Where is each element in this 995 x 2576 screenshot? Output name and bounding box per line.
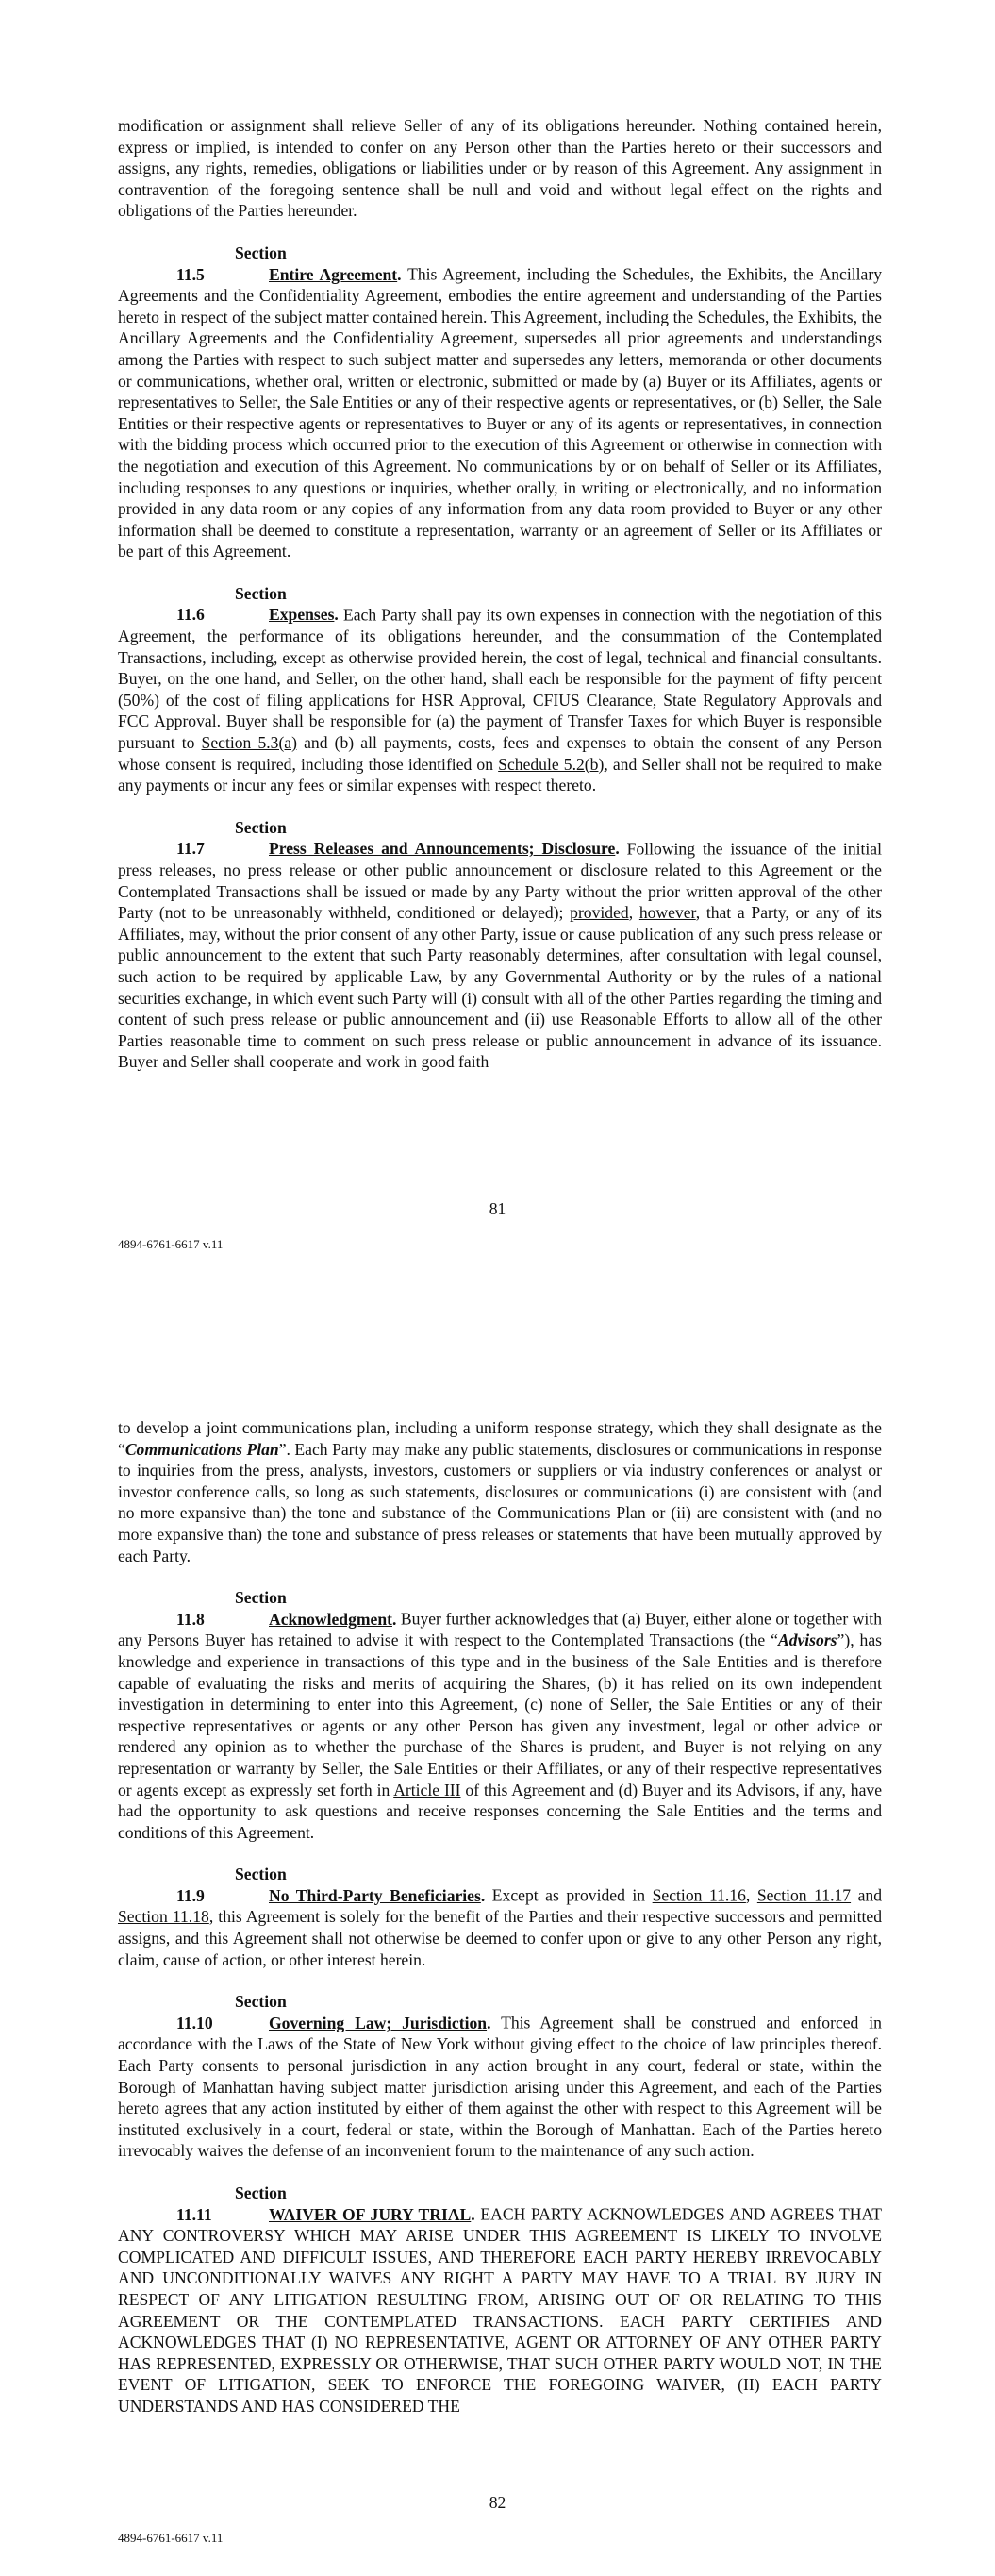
section-title: Acknowledgment bbox=[269, 1609, 392, 1629]
carryover-paragraph: modification or assignment shall relieve Seller of any of its obligations hereunder. Nothing contained herein, express or implied, is intended to confer on any Person other than the Parties hereto or their successors and assigns, any rights, remedies, obligations or liabilities under or by reason of this Agreement. Any assignment in contravention of the foregoing sentence shall be null and void and without legal effect on the rights and obligations of the Parties hereunder. bbox=[118, 116, 882, 221]
cross-reference: Article III bbox=[393, 1780, 461, 1799]
section-number: Section 11.9 bbox=[176, 1865, 287, 1905]
page-82-body bbox=[118, 1417, 882, 2438]
emphasis-term: however bbox=[638, 903, 696, 923]
cross-reference: Section 5.3(a) bbox=[201, 733, 297, 753]
section-11-7 bbox=[118, 817, 882, 1073]
section-title: Entire Agreement bbox=[269, 264, 398, 284]
section-body: Following the issuance of the initial press releases, no press release or other public announcement or disclosure related to this Agreement or the Contemplated Transactions shall be issued or made by any Party without the prior written approval of the other Party (not to be unreasonably withheld, conditioned or delayed); bbox=[118, 839, 882, 923]
punctuation: , bbox=[628, 903, 639, 923]
page-81-body bbox=[118, 115, 882, 1094]
section-body: , and Seller shall not be required to make any payments or incur any fees or similar expenses with respect thereto. bbox=[118, 754, 882, 795]
section-body: This Agreement, including the Schedules, the Exhibits, the Ancillary Agreements and the Confidentiality Agreement, embodies the entire agreement and understanding of the Parties hereto in respect of the subject matter contained herein. This Agreement, including the Schedules, the Exhibits, the Ancillary Agreements and the Confidentiality Agreement, supersedes all prior agreements and understandings among the Parties with respect to such subject matter and supersedes any letters, memoranda or other documents or communications, whether oral, written or electronic, submitted or made by (a) Buyer or its Affiliates, agents or representatives to Seller, the Sale Entities or any of their respective agents or representatives, or (b) Seller, the Sale Entities or their respective agents or representatives to Buyer or any of its agents or representatives, in connection with the bidding process which occurred prior to the execution of this Agreement or otherwise in connection with the negotiation and execution of this Agreement. No communications by or on behalf of Seller or its Affiliates, including responses to any questions or inquiries, whether orally, in writing or electronically, and no information provided in any data room or any copies of any information from any data room provided to Buyer or any other information shall be deemed to constitute a representation, warranty or an agreement of Seller or its Affiliates or be part of this Agreement. bbox=[118, 264, 882, 561]
section-body: Each Party shall pay its own expenses in connection with the negotiation of this Agreement, the performance of its obligations hereunder, and the consummation of the Contemplated Transactions, including, except as otherwise provided herein, the cost of legal, technical and financial consultants. Buyer, on the one hand, and Seller, on the other hand, shall each be responsible for the payment of fifty percent (50%) of the cost of filing applications for HSR Approval, CFIUS Clearance, State Regulatory Approvals and FCC Approval. Buyer shall be responsible for (a) the payment of Transfer Taxes for which Buyer is responsible pursuant to bbox=[118, 605, 882, 753]
paragraph-text: to develop a joint communications plan, including a uniform response strategy, which they shall designate as the “ bbox=[118, 1418, 882, 1459]
section-body: Buyer further acknowledges that (a) Buyer, either alone or together with any Persons Buyer has retained to advise it with respect to the Contemplated Transactions (the “ bbox=[118, 1609, 882, 1650]
section-number: Section 11.6 bbox=[176, 583, 287, 625]
carryover-paragraph bbox=[118, 1417, 882, 1566]
section-title: No Third-Party Beneficiaries bbox=[269, 1885, 481, 1905]
page-number: 82 bbox=[489, 2493, 506, 2512]
cross-reference: Section 11.18 bbox=[118, 1907, 209, 1927]
conjunction: and bbox=[851, 1885, 883, 1905]
section-body: EACH PARTY ACKNOWLEDGES AND AGREES THAT ANY CONTROVERSY WHICH MAY ARISE UNDER THIS AGREEMENT IS LIKELY TO INVOLVE COMPLICATED AND DIFFICULT ISSUES, AND THEREFORE EACH PARTY HEREBY IRREVOCABLY AND UNCONDITIONALLY WAIVES ANY RIGHT A PARTY MAY HAVE TO A TRIAL BY JURY IN RESPECT OF ANY LITIGATION RESULTING FROM, ARISING OUT OF OR RELATING TO THIS AGREEMENT OR THE CONTEMPLATED TRANSACTIONS. EACH PARTY CERTIFIES AND ACKNOWLEDGES THAT (I) NO REPRESENTATIVE, AGENT OR ATTORNEY OF ANY OTHER PARTY HAS REPRESENTED, EXPRESSLY OR OTHERWISE, THAT SUCH OTHER PARTY WOULD NOT, IN THE EVENT OF LITIGATION, SEEK TO ENFORCE THE FOREGOING WAIVER, (II) EACH PARTY UNDERSTANDS AND HAS CONSIDERED THE bbox=[118, 2204, 882, 2416]
emphasis-term: provided bbox=[570, 903, 629, 923]
section-body: Except as provided in bbox=[491, 1885, 653, 1905]
section-heading: Section 11.8 Acknowledgment. bbox=[176, 1588, 397, 1629]
section-number: Section 11.5 bbox=[176, 243, 287, 284]
section-title: Press Releases and Announcements; Disclosure bbox=[269, 839, 616, 859]
punctuation: , bbox=[745, 1885, 757, 1905]
section-11-10 bbox=[118, 1991, 882, 2162]
section-title: Expenses bbox=[269, 605, 335, 625]
section-body: This Agreement shall be construed and enforced in accordance with the Laws of the State of New York without giving effect to the choice of law principles thereof. Each Party consents to personal jurisdiction in any action brought in any court, federal or state, within the Borough of Manhattan having subject matter jurisdiction arising under this Agreement, and each of the Parties hereto agrees that any action instituted by either of them against the other with respect to this Agreement will be instituted exclusively in a court, federal or state, within the Borough of Manhattan. Each of the Parties hereto irrevocably waives the defense of an inconvenient forum to the maintenance of any such action. bbox=[118, 2013, 882, 2161]
section-number: Section 11.10 bbox=[176, 1992, 287, 2032]
section-11-5 bbox=[118, 243, 882, 562]
section-heading: Section 11.5 Entire Agreement. bbox=[176, 243, 402, 284]
section-body: and (b) all payments, costs, fees and expenses to obtain the consent of any Person whose consent is required, including those identified on bbox=[118, 733, 882, 774]
section-title: Governing Law; Jurisdiction bbox=[269, 2013, 488, 2032]
section-number: Section 11.11 bbox=[176, 2183, 287, 2224]
paragraph-text: ”. Each Party may make any public statements, disclosures or communications in response to inquiries from the press, analysts, investors, customers or suppliers or via industry conferences or analyst or investor conference calls, so long as such statements, disclosures or communications (i) are consistent with (and no more expansive than) the tone and substance of the Communications Plan or (ii) are consistent with (and no more expansive than) the tone and substance of press releases or statements that have been mutually approved by each Party. bbox=[118, 1439, 882, 1565]
section-body: , this Agreement is solely for the benefit of the Parties and their respective successors and permitted assigns, and this Agreement shall not otherwise be deemed to confer upon or give to any other Person any right, claim, cause of action, or other interest herein. bbox=[118, 1907, 883, 1969]
section-title: WAIVER OF JURY TRIAL bbox=[269, 2204, 472, 2224]
page-number: 81 bbox=[489, 1199, 506, 1218]
section-heading: Section 11.10 Governing Law; Jurisdiction. bbox=[176, 1992, 491, 2032]
section-11-6 bbox=[118, 583, 882, 796]
cross-reference: Section 11.16 bbox=[652, 1885, 746, 1905]
section-heading: Section 11.7 Press Releases and Announcements; Disclosure. bbox=[176, 817, 620, 859]
section-11-11 bbox=[118, 2183, 882, 2417]
cross-reference: Section 11.17 bbox=[756, 1885, 852, 1905]
section-number: Section 11.8 bbox=[176, 1588, 287, 1629]
document-id: 4894-6761-6617 v.11 bbox=[118, 1237, 224, 1251]
section-body: , that a Party, or any of its Affiliates, may, without the prior consent of any other Party, issue or cause publication of any such press release or public announcement to the extent that such Party reasonably determines, after consultation with legal counsel, such action to be required by applicable Law, by any Governmental Authority or by the rules of a national securities exchange, in which event such Party will (i) consult with all of the other Parties regarding the timing and content of such press release or public announcement and (ii) use Reasonable Efforts to allow all of the other Parties reasonable time to comment on such press release or public announcement in advance of its issuance. Buyer and Seller shall cooperate and work in good faith bbox=[118, 903, 883, 1072]
section-11-9 bbox=[118, 1864, 882, 1970]
cross-reference: Schedule 5.2(b) bbox=[498, 754, 605, 774]
section-heading: Section 11.11 WAIVER OF JURY TRIAL. bbox=[176, 2183, 475, 2224]
section-number: Section 11.7 bbox=[176, 817, 287, 859]
page-82 bbox=[0, 1312, 995, 2576]
defined-term: Communications Plan bbox=[124, 1439, 279, 1459]
section-body: ”), has knowledge and experience in transactions of this type and in the business of the Sale Entities and is therefore capable of evaluating the risks and merits of acquiring the Shares, (b) it has relied on its own independent investigation in determining to enter into this Agreement, (c) none of Seller, the Sale Entities or any of their respective representatives or agents or any other Person has given any investment, legal or other advice or rendered any opinion as to whether the purchase of the Shares is prudent, and Buyer is not relying on any representation or warranty by Seller, the Sale Entities or their Affiliates, or any of their respective representatives or agents except as expressly set forth in bbox=[118, 1631, 882, 1799]
section-11-8 bbox=[118, 1587, 882, 1843]
section-heading: Section 11.6 Expenses. bbox=[176, 583, 339, 625]
defined-term: Advisors bbox=[777, 1631, 837, 1650]
document-id: 4894-6761-6617 v.11 bbox=[118, 2531, 224, 2545]
section-heading: Section 11.9 No Third-Party Beneficiaries. bbox=[176, 1865, 486, 1905]
section-body: of this Agreement and (d) Buyer and its Advisors, if any, have had the opportunity to ask questions and receive responses concerning the Sale Entities and the terms and conditions of this Agreement. bbox=[118, 1780, 882, 1842]
